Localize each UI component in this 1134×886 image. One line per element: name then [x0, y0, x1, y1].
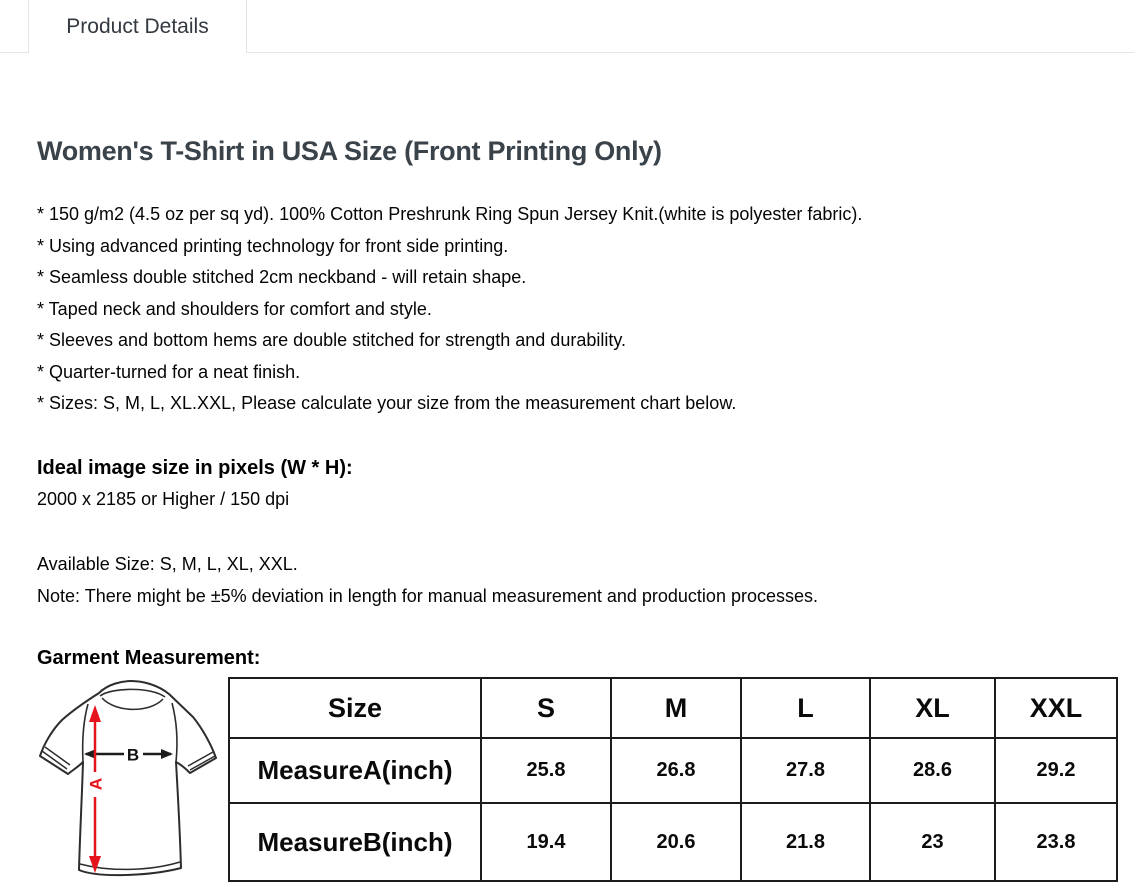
feature-list	[37, 199, 1134, 420]
size-chart-header-cell: XL	[870, 678, 995, 738]
measure-a-value: 25.8	[481, 738, 611, 803]
measure-a-row-label: MeasureA(inch)	[229, 738, 481, 803]
availability-block	[37, 549, 1134, 612]
measure-b-value: 20.6	[611, 803, 741, 881]
ideal-image-size-value: 2000 x 2185 or Higher / 150 dpi	[37, 488, 290, 509]
size-chart-header-cell: M	[611, 678, 741, 738]
page-title: Women's T-Shirt in USA Size (Front Printing Only)	[37, 136, 662, 166]
feature-item: * Using advanced printing technology for front side printing.	[37, 235, 509, 256]
garment-measurement-figure	[0, 672, 1134, 886]
measure-a-value: 29.2	[995, 738, 1117, 803]
measure-b-value: 21.8	[741, 803, 870, 881]
measure-b-value: 19.4	[481, 803, 611, 881]
garment-measurement-heading: Garment Measurement:	[37, 647, 261, 669]
size-chart-header-cell: L	[741, 678, 870, 738]
feature-item: * Sleeves and bottom hems are double stitched for strength and durability.	[37, 330, 627, 350]
size-chart-table	[228, 677, 1118, 882]
measure-b-label: B	[126, 745, 140, 765]
tab-product-details[interactable]	[28, 0, 247, 53]
feature-item: * 150 g/m2 (4.5 oz per sq yd). 100% Cotton Preshrunk Ring Spun Jersey Knit.(white is polyester fabric).	[37, 204, 863, 224]
table-row-measure-a	[229, 738, 1117, 803]
product-description	[0, 138, 1134, 886]
feature-item: * Taped neck and shoulders for comfort and style.	[37, 298, 432, 319]
feature-item: * Sizes: S, M, L, XL.XXL, Please calculate your size from the measurement chart below.	[37, 393, 737, 413]
tab-bar	[0, 0, 1134, 53]
size-chart-header-cell: Size	[229, 678, 481, 738]
measure-b-row-label: MeasureB(inch)	[229, 803, 481, 881]
measure-a-value: 26.8	[611, 738, 741, 803]
feature-item: * Quarter-turned for a neat finish.	[37, 361, 301, 382]
tab-product-details-label: Product Details	[66, 14, 209, 38]
ideal-image-size-heading: Ideal image size in pixels (W * H):	[37, 456, 353, 479]
size-chart-header-cell: XXL	[995, 678, 1117, 738]
feature-item: * Seamless double stitched 2cm neckband - will retain shape.	[37, 267, 527, 287]
measure-b-value: 23.8	[995, 803, 1117, 881]
table-row-measure-b	[229, 803, 1117, 881]
measure-a-value: 28.6	[870, 738, 995, 803]
measure-a-value: 27.8	[741, 738, 870, 803]
size-chart-header-cell: S	[481, 678, 611, 738]
measure-a-label: A	[86, 777, 106, 791]
deviation-note: Note: There might be ±5% deviation in length for manual measurement and production processes.	[37, 585, 818, 606]
available-size-text: Available Size: S, M, L, XL, XXL.	[37, 554, 298, 574]
measure-b-value: 23	[870, 803, 995, 881]
size-chart-header-row	[229, 678, 1117, 738]
tshirt-measurement-diagram	[0, 672, 228, 886]
tshirt-outline	[40, 681, 216, 875]
